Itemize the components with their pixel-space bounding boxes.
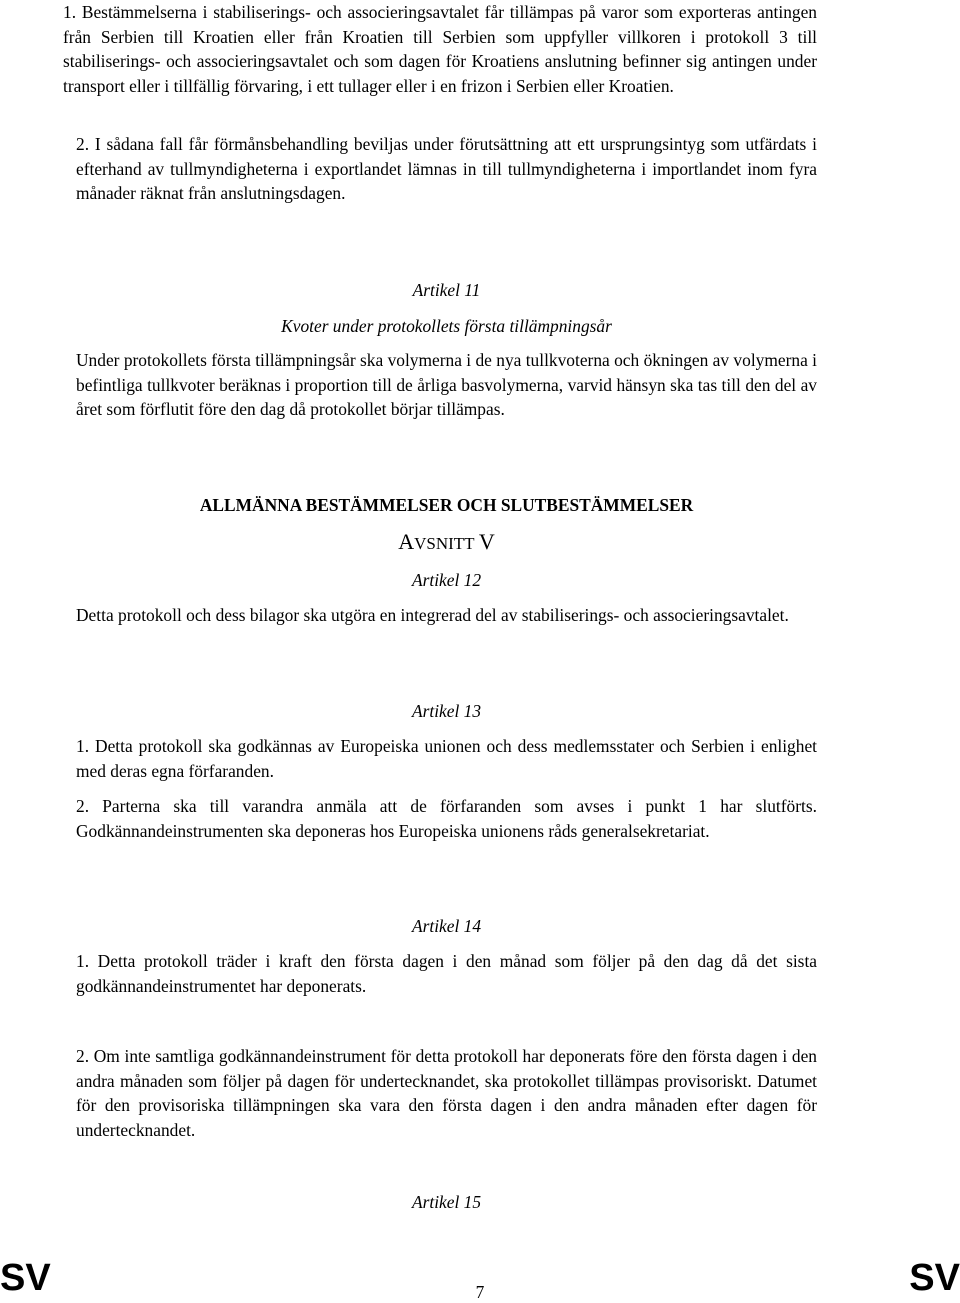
article-14-title: Artikel 14 bbox=[411, 916, 482, 936]
footer-language-left: SV bbox=[0, 1257, 51, 1299]
section-number-heading bbox=[76, 530, 817, 556]
article-14-paragraph-2: 2. Om inte samtliga godkännandeinstrument för detta protokoll har deponerats före den första dagen i den andra månaden som följer på dagen för undertecknandet, ska protokollet tillämpas provisoriskt. Datumet för den provisoriska tillämpningen ska vara den första dagen i den andra månaden efter dagen för undertecknandet. bbox=[76, 1046, 817, 1140]
article-13-paragraph-1: 1. Detta protokoll ska godkännas av Europeiska unionen och dess medlemsstater och Serbien i enlighet med deras egna förfaranden. bbox=[76, 736, 817, 781]
section-heading: ALLMÄNNA BESTÄMMELSER OCH SLUTBESTÄMMELSER bbox=[199, 495, 694, 515]
article-13-title: Artikel 13 bbox=[411, 701, 482, 721]
paragraph-2-preferential-treatment: 2. I sådana fall får förmånsbehandling beviljas under förutsättning att ett ursprungsintyg som utfärdats i efterhand av tullmyndigheterna i exportlandet lämnas in till tullmyndigheterna i importlandet inom fyra månader räknat från anslutningsdagen. bbox=[76, 134, 817, 204]
article-12-title: Artikel 12 bbox=[411, 570, 482, 590]
article-11-subtitle: Kvoter under protokollets första tillämpningsår bbox=[281, 316, 612, 336]
article-15-title: Artikel 15 bbox=[411, 1192, 482, 1212]
footer-language-right: SV bbox=[909, 1257, 960, 1299]
article-11-text: Under protokollets första tillämpningsår ska volymerna i de nya tullkvoterna och ökningen av volymerna i befintliga tullkvoter beräknas i proportion till de årliga basvolymerna, varvid hänsyn ska tas till den del av året som förflutit före den dag då protokollet börjar tillämpas. bbox=[76, 350, 817, 420]
section-label-rest: VSNITT bbox=[414, 534, 475, 553]
page-number: 7 bbox=[475, 1282, 485, 1302]
article-14-paragraph-1: 1. Detta protokoll träder i kraft den första dagen i den månad som följer på den dag då det sista godkännandeinstrumentet har deponerats. bbox=[76, 951, 817, 996]
paragraph-1-transit-goods: 1. Bestämmelserna i stabiliserings- och associeringsavtalet får tillämpas på varor som exporteras antingen från Serbien till Kroatien eller från Kroatien till Serbien som uppfyller villkoren i protokoll 3 till stabiliserings- och associeringsavtalet och som dagen för Kroatiens anslutning befinner sig antingen under transport eller i tillfällig förvaring, i ett tullager eller i en frizon i Serbien eller Kroatien. bbox=[63, 2, 817, 96]
article-13-paragraph-2: 2. Parterna ska till varandra anmäla att de förfaranden som avses i punkt 1 har slutförts. Godkännandeinstrumenten ska deponeras hos Europeiska unionens råds generalsekretariat. bbox=[76, 796, 817, 841]
section-label-initial: A bbox=[398, 529, 415, 554]
article-12-text: Detta protokoll och dess bilagor ska utgöra en integrerad del av stabiliserings- och associeringsavtalet. bbox=[76, 605, 789, 625]
section-label-numeral: V bbox=[478, 529, 495, 554]
article-11-title: Artikel 11 bbox=[412, 280, 481, 300]
